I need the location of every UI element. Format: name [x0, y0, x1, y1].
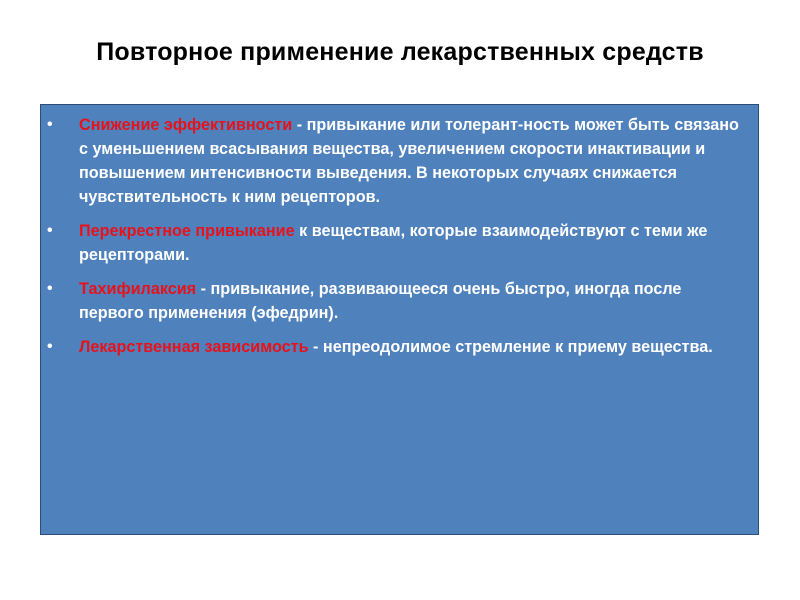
- bullet-list: [41, 105, 758, 359]
- bullet-term: Тахифилаксия: [79, 280, 197, 298]
- bullet-term: Перекрестное привыкание: [79, 222, 295, 240]
- bullet-item-tachyphylaxis: [47, 277, 748, 325]
- bullet-dot-icon: •: [47, 280, 53, 297]
- bullet-term: Снижение эффективности: [79, 116, 293, 134]
- bullet-item-cross-tolerance: [47, 219, 748, 267]
- slide-title: Повторное применение лекарственных средств: [96, 38, 704, 66]
- bullet-text: к веществам, которые взаимодействуют с теми же рецепторами.: [79, 222, 708, 264]
- bullet-dot-icon: •: [47, 116, 53, 133]
- bullet-dot-icon: •: [47, 222, 53, 239]
- content-box: [40, 104, 759, 535]
- bullet-item-reduced-effectiveness: [47, 113, 748, 209]
- bullet-dot-icon: •: [47, 338, 53, 355]
- bullet-text: - привыкание или толерант-ность может быть связано с уменьшением всасывания вещества, увеличением скорости инактивации и повышением интенсивности выведения. В некоторых случаях снижается чувствительность к ним рецепторов.: [79, 116, 739, 206]
- bullet-text: - непреодолимое стремление к приему вещества.: [308, 338, 713, 356]
- bullet-item-drug-dependence: [47, 335, 748, 359]
- bullet-text: - привыкание, развивающееся очень быстро, иногда после первого применения (эфедрин).: [79, 280, 682, 322]
- bullet-term: Лекарственная зависимость: [79, 338, 309, 356]
